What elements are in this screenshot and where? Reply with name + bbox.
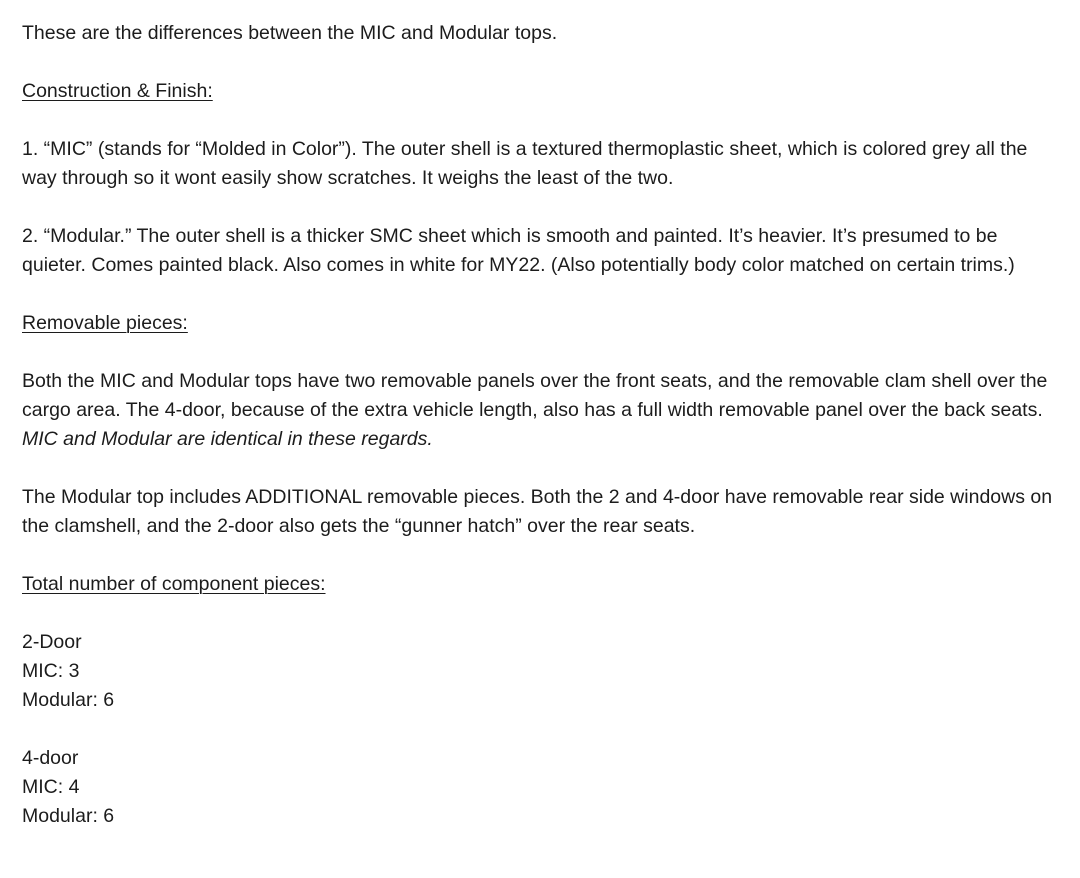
two-door-title: 2-Door	[22, 631, 82, 653]
removable-heading-label: Removable pieces:	[22, 312, 188, 334]
document-body	[22, 19, 1062, 860]
removable-paragraph-shared-text: Both the MIC and Modular tops have two removable panels over the front seats, and the removable clam shell over the cargo area. The 4-door, because of the extra vehicle length, also has a full width removable panel over the back seats.	[22, 370, 1048, 421]
construction-heading-label: Construction & Finish:	[22, 80, 213, 102]
four-door-counts	[22, 744, 1062, 831]
totals-heading-label: Total number of component pieces:	[22, 573, 326, 595]
removable-paragraph-modular: The Modular top includes ADDITIONAL removable pieces. Both the 2 and 4-door have removable rear side windows on the clamshell, and the 2-door also gets the “gunner hatch” over the rear seats.	[22, 486, 1053, 537]
intro-text: These are the differences between the MIC and Modular tops.	[22, 22, 558, 44]
removable-heading	[22, 309, 1062, 338]
totals-heading	[22, 570, 1062, 599]
construction-heading	[22, 77, 1062, 106]
two-door-mic-count: MIC: 3	[22, 660, 80, 682]
construction-item-modular: 2. “Modular.” The outer shell is a thicker SMC sheet which is smooth and painted. It’s heavier. It’s presumed to be quieter. Comes painted black. Also comes in white for MY22. (Also potentially body color matched on certain trims.)	[22, 225, 1015, 276]
four-door-modular-count: Modular: 6	[22, 805, 115, 827]
construction-item-mic: 1. “MIC” (stands for “Molded in Color”). The outer shell is a textured thermoplastic sheet, which is colored grey all the way through so it wont easily show scratches. It weighs the least of the two.	[22, 138, 1028, 189]
removable-paragraph-shared-italic: MIC and Modular are identical in these regards.	[22, 428, 433, 450]
four-door-title: 4-door	[22, 747, 79, 769]
two-door-counts	[22, 628, 1062, 715]
removable-paragraph-shared	[22, 367, 1062, 454]
two-door-modular-count: Modular: 6	[22, 689, 115, 711]
four-door-mic-count: MIC: 4	[22, 776, 80, 798]
